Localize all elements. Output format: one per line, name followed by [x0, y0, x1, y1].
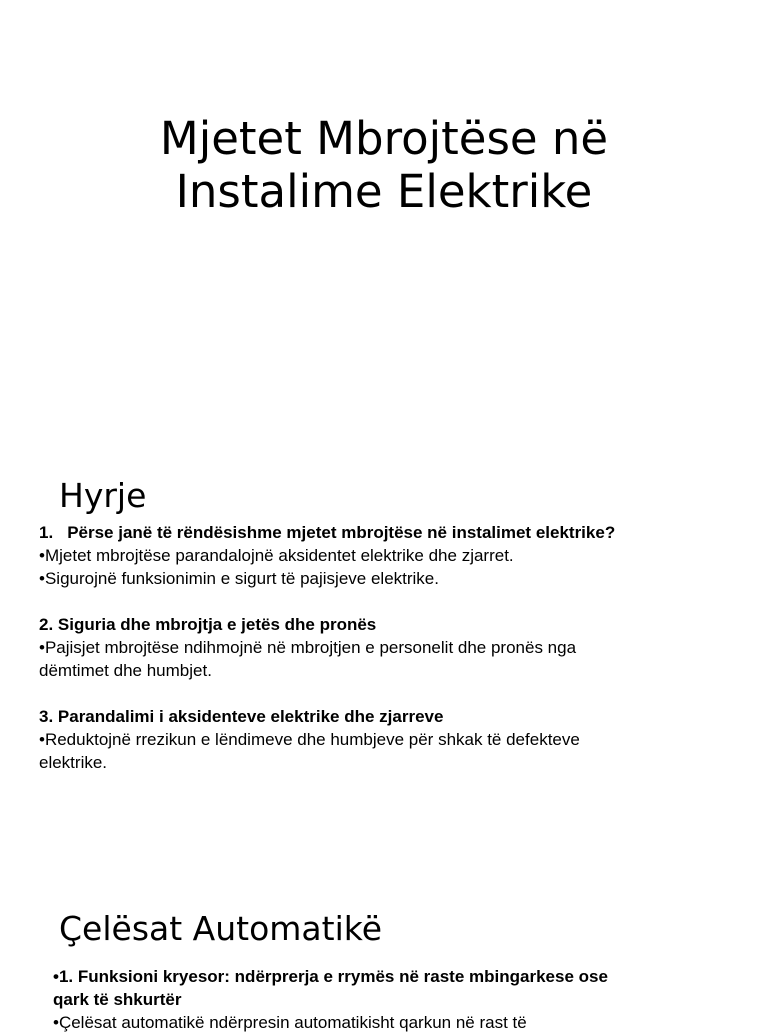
title-line-1: Mjetet Mbrojtëse në: [159, 112, 609, 165]
question-1: [39, 521, 679, 544]
question-1-number: 1.: [39, 523, 54, 542]
intro-body: [39, 521, 679, 774]
question-1-bullet-2: •Sigurojnë funksionimin e sigurt të pajisjeve elektrike.: [39, 569, 439, 588]
question-2: 2. Siguria dhe mbrojtja e jetës dhe pronës: [39, 615, 377, 634]
title-line-2: Instalime Elektrike: [175, 165, 593, 218]
question-1-bullet-1: •Mjetet mbrojtëse parandalojnë aksidentet elektrike dhe zjarret.: [39, 546, 514, 565]
question-2-bullet-1-line-1: •Pajisjet mbrojtëse ndihmojnë në mbrojtjen e personelit dhe pronës nga: [39, 638, 577, 657]
celesat-point-1-line-1: •1. Funksioni kryesor: ndërprerja e rrymës në raste mbingarkese ose: [53, 967, 608, 986]
celesat-heading: Çelësat Automatikë: [59, 909, 382, 948]
celesat-point-2-line-1: •Çelësat automatikë ndërpresin automatikisht qarkun në rast të: [53, 1013, 527, 1032]
title-slide: [0, 0, 768, 432]
presentation-title: [0, 112, 768, 218]
question-2-bullet-1-line-2: dëmtimet dhe humbjet.: [39, 661, 212, 680]
question-1-text: Përse janë të rëndësishme mjetet mbrojtëse në instalimet elektrike?: [67, 523, 616, 542]
intro-heading: Hyrje: [59, 476, 147, 515]
question-3-bullet-1-line-2: elektrike.: [39, 753, 108, 772]
celesat-point-1-line-2: qark të shkurtër: [53, 990, 182, 1009]
question-3-bullet-1-line-1: •Reduktojnë rrezikun e lëndimeve dhe humbjeve për shkak të defekteve: [39, 730, 580, 749]
question-3: 3. Parandalimi i aksidenteve elektrike dhe zjarreve: [39, 707, 444, 726]
